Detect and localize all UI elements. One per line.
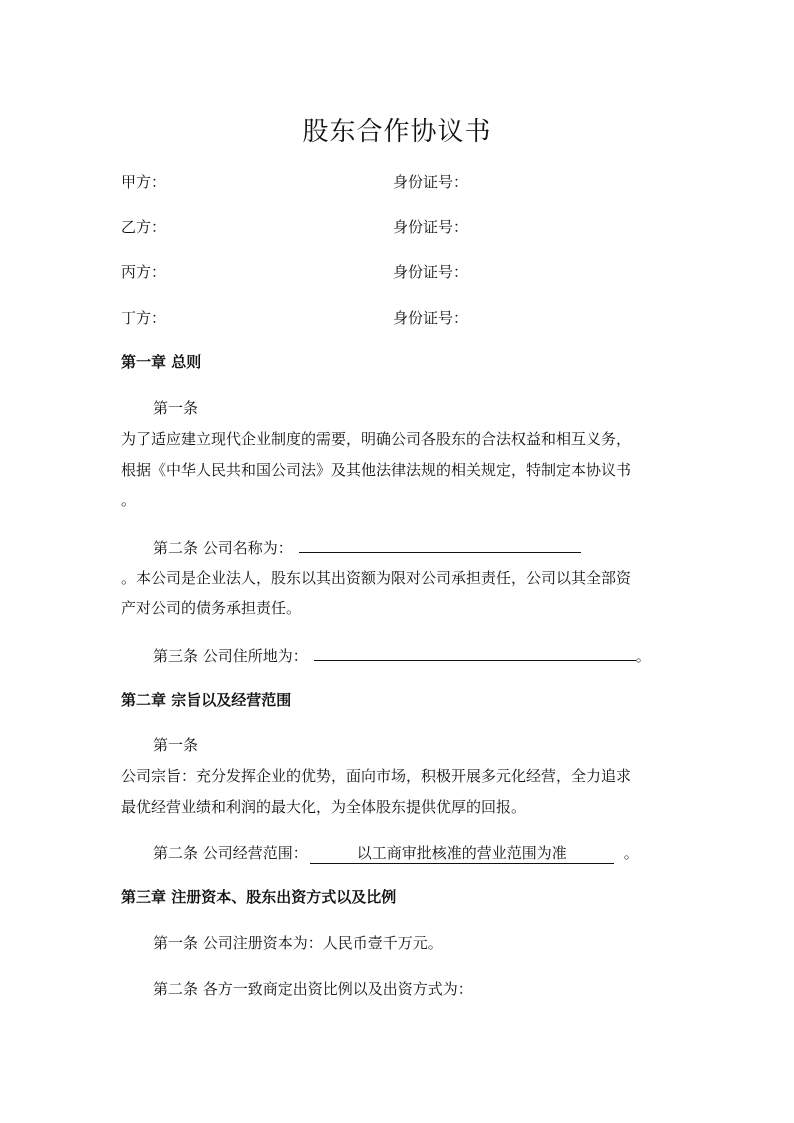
ch1-article-1-heading: 第一条 [153,399,199,417]
address-label: 第三条 公司住所地为： [153,647,308,665]
ch1-article-1-line-2: 根据《中华人民共和国公司法》及其他法律法规的相关规定，特制定本协议书 [121,461,632,479]
ch3-article-1: 第一条 公司注册资本为：人民币壹千万元。 [153,934,443,952]
party-d-label: 丁方： [121,309,167,327]
ch2-article-1-line-1: 公司宗旨：充分发挥企业的优势，面向市场，积极开展多元化经营，全力追求 [121,767,632,785]
ch2-article-2 [153,843,639,864]
ch1-article-1-line-1: 为了适应建立现代企业制度的需要，明确公司各股东的合法权益和相互义务， [121,430,632,448]
chapter-3-heading: 第三章 注册资本、股东出资方式以及比例 [121,888,397,906]
ch1-article-2-line-2: 。本公司是企业法人，股东以其出资额为限对公司承担责任，公司以其全部资 [121,569,632,587]
chapter-2-heading: 第二章 宗旨以及经营范围 [121,691,292,709]
party-d-id-label: 身份证号： [393,309,469,327]
ch1-article-2-line-3: 产对公司的债务承担责任。 [121,599,302,617]
business-scope-label: 第二条 公司经营范围： [153,844,308,862]
business-scope-end: 。 [623,844,639,862]
chapter-1-heading: 第一章 总则 [121,353,202,371]
party-c-id-label: 身份证号： [393,263,469,281]
ch2-article-1-line-2: 最优经营业绩和利润的最大化，为全体股东提供优厚的回报。 [121,798,527,816]
company-name-blank[interactable] [299,537,581,553]
ch2-article-1-heading: 第一条 [153,736,199,754]
page-title: 股东合作协议书 [302,117,492,147]
party-a-label: 甲方： [121,173,167,191]
ch1-article-3 [153,645,651,666]
ch3-article-2: 第二条 各方一致商定出资比例以及出资方式为： [153,980,473,998]
party-b-label: 乙方： [121,218,167,236]
address-blank[interactable] [314,645,636,661]
party-c-label: 丙方： [121,263,167,281]
business-scope-value: 以工商审批核准的营业范围为准 [310,843,614,864]
address-end: 。 [635,647,651,665]
party-a-id-label: 身份证号： [393,173,469,191]
ch1-article-1-line-3: 。 [121,491,137,509]
ch1-article-2 [153,537,581,558]
company-name-label: 第二条 公司名称为： [153,539,293,557]
party-b-id-label: 身份证号： [393,218,469,236]
